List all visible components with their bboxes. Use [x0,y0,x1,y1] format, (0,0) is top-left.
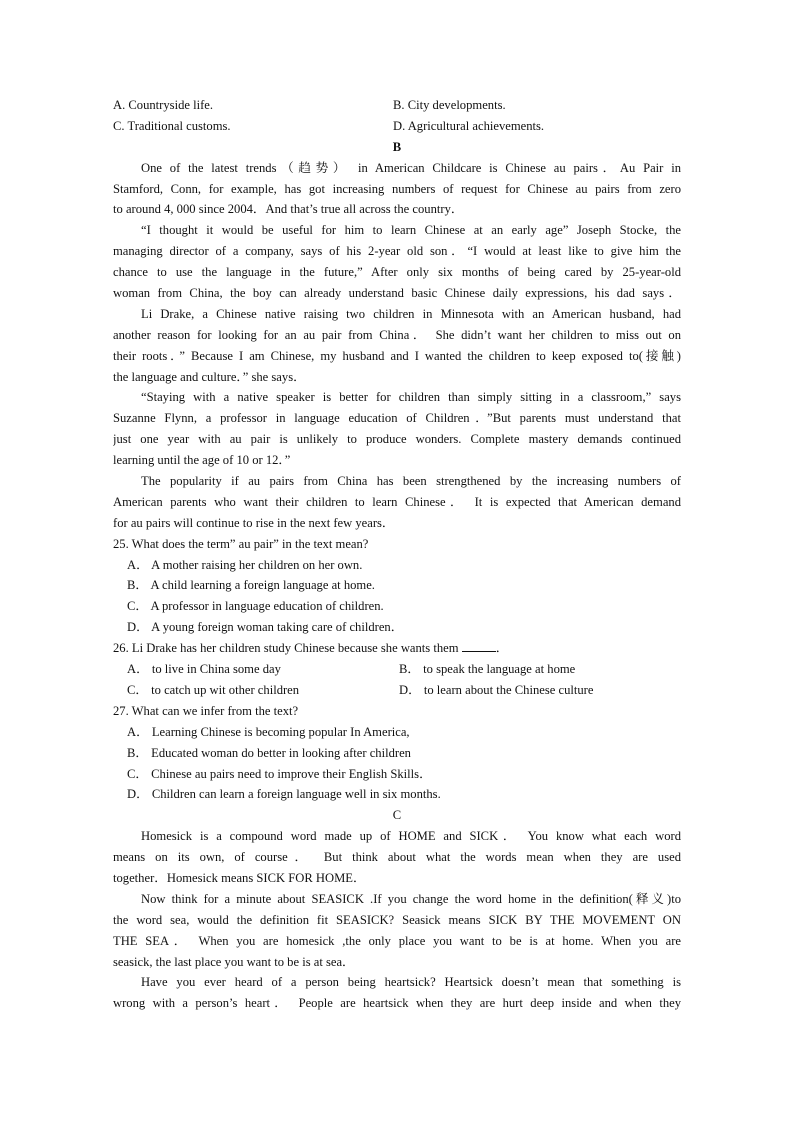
text-line: THE SEA． When you are homesick ,the only place you want to be is at home. When you are [113,933,681,948]
answer-option-b[interactable]: B． Educated woman do better in looking after children [127,745,411,760]
answer-options-row-2 [113,680,681,701]
answer-blank [462,639,496,652]
answer-option-d[interactable]: D． Children can learn a foreign language well in six months. [127,787,441,802]
passage-b-paragraph-1 [113,158,681,221]
passage-c-paragraph-2 [113,889,681,973]
exam-page [113,95,681,1014]
answer-option-d[interactable]: D． to learn about the Chinese culture [399,682,594,697]
prev-options-row-2 [113,116,681,137]
text-line: Homesick is a compound word made up of HOME and SICK． You know what each word [141,829,681,844]
question-stem: 27. What can we infer from the text? [113,703,299,718]
passage-b-paragraph-5 [113,471,681,534]
passage-b-paragraph-2 [113,220,681,304]
text-line: their roots．” Because I am Chinese, my husband and I wanted the children to keep exposed to(接触) [113,348,681,363]
text-line: together．Homesick means SICK FOR HOME． [113,870,366,885]
text-line: Now think for a minute about SEASICK .If you change the word home in the definition(释义)to [141,891,681,906]
text-line: One of the latest trends（趋势） in American Childcare is Chinese au pairs．Au Pair in [141,160,681,175]
text-line: “I thought it would be useful for him to learn Chinese at an early age” Joseph Stocke, the [141,223,681,238]
answer-options-row-1 [113,659,681,680]
text-line: just one year with au pair is unlikely to produce wonders. Complete mastery demands continued [113,432,681,447]
text-line: means on its own, of course． But think about what the words mean when they are used [113,850,681,865]
question-25 [113,534,681,638]
option-d: D. Agricultural achievements. [393,118,545,133]
text-line: another reason for looking for an au pair from China． She didn’t want her children to miss out on [113,327,681,342]
text-line: managing director of a company, says of his 2-year old son．“I would at least like to give him the [113,244,681,259]
answer-option-c[interactable]: C． A professor in language education of children. [127,599,384,614]
option-c: C. Traditional customs. [113,118,231,133]
section-heading-c: C [392,808,402,823]
text-line: learning until the age of 10 or 12．” [113,453,291,468]
text-line: Li Drake, a Chinese native raising two children in Minnesota with an American husband, had [141,306,681,321]
prev-options-row-1 [113,95,681,116]
passage-c-paragraph-1 [113,826,681,889]
question-stem-end: ． [495,641,509,656]
text-line: chance to use the language in the future,” After only six months of being cared by 25-year-old [113,265,681,280]
text-line: wrong with a person’s heart． People are heartsick when they are hurt deep inside and when they [113,996,681,1011]
text-line: Have you ever heard of a person being heartsick? Heartsick doesn’t mean that something is [141,975,681,990]
answer-option-c[interactable]: C． Chinese au pairs need to improve their English Skills． [127,766,432,781]
section-heading-b: B [392,139,402,154]
question-27 [113,701,681,805]
text-line: “Staying with a native speaker is better for children than simply sitting in a classroom,” says [141,390,681,405]
passage-b-paragraph-3 [113,304,681,388]
text-line: for au pairs will continue to rise in the next few years． [113,515,395,530]
answer-option-d[interactable]: D． A young foreign woman taking care of children． [127,620,404,635]
text-line: the word sea, would the definition fit SEASICK? Seasick means SICK BY THE MOVEMENT ON [113,912,681,927]
text-line: seasick, the last place you want to be is at sea． [113,954,355,969]
answer-option-b[interactable]: B． A child learning a foreign language at home. [127,578,375,593]
question-stem [113,638,681,659]
text-line: Suzanne Flynn, a professor in language education of Children．”But parents must understand that [113,411,681,426]
option-a: A. Countryside life. [113,98,214,112]
question-stem-text: 26. Li Drake has her children study Chinese because she wants them [113,641,459,656]
answer-option-b[interactable]: B． to speak the language at home [399,662,576,677]
text-line: Stamford, Conn, for example, has got increasing numbers of request for Chinese au pairs from zero [113,181,681,196]
text-line: American parents who want their children to learn Chinese． It is expected that American demand [113,494,681,509]
answer-option-c[interactable]: C． to catch up wit other children [127,682,300,697]
passage-b-paragraph-4 [113,387,681,471]
answer-option-a[interactable]: A． A mother raising her children on her own. [127,557,363,572]
option-b: B. City developments. [393,98,506,112]
answer-option-a[interactable]: A． to live in China some day [127,662,281,677]
question-stem: 25. What does the term” au pair” in the text mean? [113,536,369,551]
passage-c-paragraph-3 [113,972,681,1014]
text-line: to around 4, 000 since 2004．And that’s true all across the country． [113,202,464,217]
text-line: woman from China, the boy can already understand basic Chinese daily expressions, his dad says． [113,286,681,301]
answer-option-a[interactable]: A． Learning Chinese is becoming popular In America, [127,724,410,739]
question-26 [113,638,681,701]
text-line: the language and culture．” she says． [113,369,306,384]
text-line: The popularity if au pairs from China has been strengthened by the increasing numbers of [141,474,681,489]
